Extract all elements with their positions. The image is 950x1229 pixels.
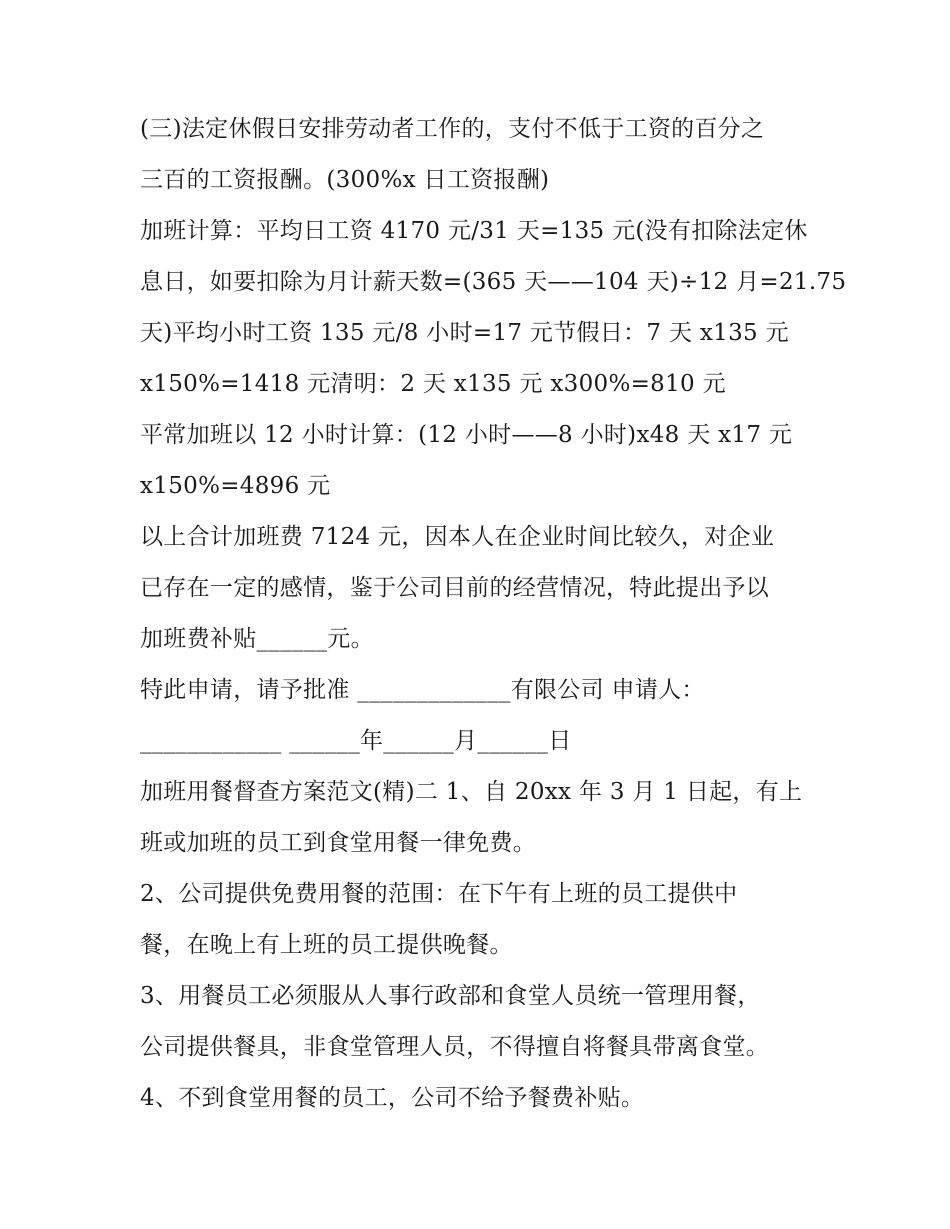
text-line: 公司提供餐具，非食堂管理人员，不得擅自将餐具带离食堂。 bbox=[140, 1034, 770, 1060]
text-line: x150%=1418 元清明：2 天 x135 元 x300%=810 元 bbox=[140, 371, 726, 397]
text-line: 加班用餐督查方案范文(精)二 1、自 20xx 年 3 月 1 日起，有上 bbox=[140, 779, 803, 805]
text-line: 已存在一定的感情，鉴于公司目前的经营情况，特此提出予以 bbox=[140, 575, 770, 601]
text-line: 餐，在晚上有上班的员工提供晚餐。 bbox=[140, 932, 513, 958]
text-line: 平常加班以 12 小时计算：(12 小时——8 小时)x48 天 x17 元 bbox=[140, 422, 793, 448]
text-line: 天)平均小时工资 135 元/8 小时=17 元节假日：7 天 x135 元 bbox=[140, 320, 789, 346]
text-line: 加班费补贴______元。 bbox=[140, 626, 374, 652]
text-line: 息日，如要扣除为月计薪天数=(365 天——104 天)÷12 月=21.75 bbox=[140, 269, 847, 295]
text-line: 4、不到食堂用餐的员工，公司不给予餐费补贴。 bbox=[140, 1085, 645, 1111]
text-line: 3、用餐员工必须服从人事行政部和食堂人员统一管理用餐， bbox=[140, 983, 761, 1009]
text-line: 特此申请，请予批准 _____________有限公司 申请人： bbox=[140, 677, 705, 703]
text-line: 三百的工资报酬。(300%x 日工资报酬) bbox=[140, 167, 550, 193]
text-line: 2、公司提供免费用餐的范围：在下午有上班的员工提供中 bbox=[140, 881, 738, 907]
text-line: ____________ ______年______月______日 bbox=[140, 728, 572, 754]
text-line: x150%=4896 元 bbox=[140, 473, 331, 499]
text-line: (三)法定休假日安排劳动者工作的，支付不低于工资的百分之 bbox=[140, 116, 765, 142]
text-line: 加班计算：平均日工资 4170 元/31 天=135 元(没有扣除法定休 bbox=[140, 218, 808, 244]
document-body bbox=[140, 104, 847, 1124]
text-line: 以上合计加班费 7124 元，因本人在企业时间比较久，对企业 bbox=[140, 524, 775, 550]
text-line: 班或加班的员工到食堂用餐一律免费。 bbox=[140, 830, 537, 856]
